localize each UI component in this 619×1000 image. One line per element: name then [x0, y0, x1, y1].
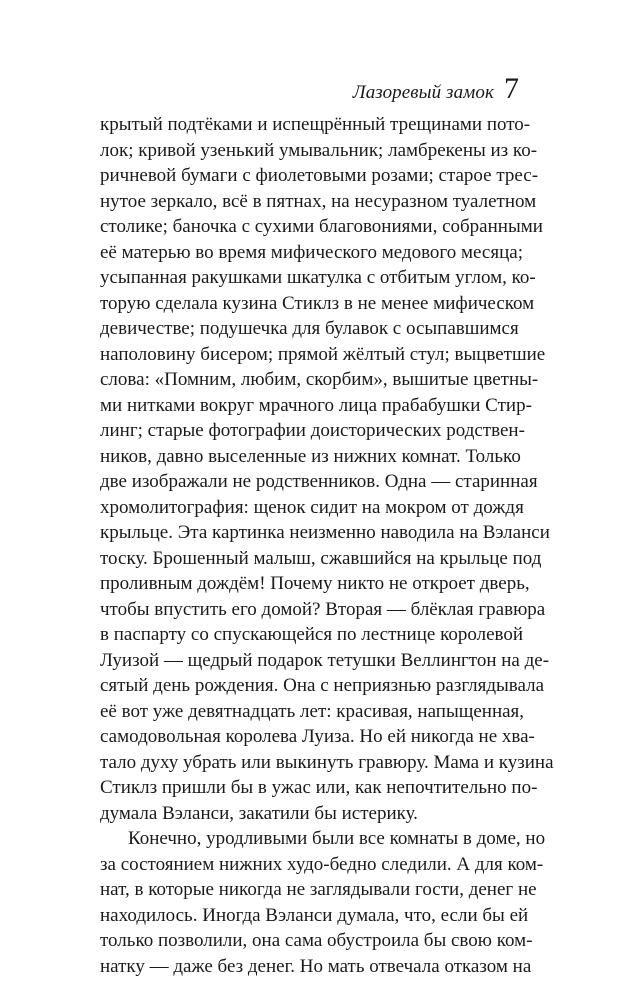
text-line: девичестве; подушечка для булавок с осыпавшимся [100, 318, 519, 339]
text-line: нат, в которые никогда не заглядывали гости, денег не [100, 879, 537, 900]
running-head [353, 74, 519, 104]
body-text [100, 112, 554, 979]
text-line: её вот уже девятнадцать лет: красивая, напыщенная, [100, 700, 525, 722]
text-line: тало духу убрать или выкинуть гравюру. Мама и кузина [100, 751, 554, 773]
text-line: в паспарту со спускающейся по лестнице королевой [100, 624, 524, 645]
text-line: за состоянием нижних худо-бедно следили. А для ком- [100, 853, 544, 875]
text-line: ми нитками вокруг мрачного лица прабабушки Стир- [100, 394, 532, 416]
text-line: тоску. Брошенный малыш, сжавшийся на крыльце под [100, 547, 542, 569]
text-line: лок; кривой узенький умывальник; ламбрекены из ко- [100, 139, 538, 161]
text-line: две изображали не родственников. Одна — старинная [100, 471, 538, 492]
text-line: Луизой — щедрый подарок тетушки Веллингтон на де- [100, 649, 550, 671]
text-line: думала Вэланси, закатили бы истерику. [100, 802, 418, 824]
running-title: Лазоревый замок [352, 82, 494, 103]
text-line: усыпанная ракушками шкатулка с отбитым углом, ко- [100, 267, 536, 288]
text-line: проливным дождём! Почему никто не откроет дверь, [100, 573, 530, 594]
text-line: ричневой бумаги с фиолетовыми розами; старое трес- [100, 165, 539, 186]
text-line: наполовину бисером; прямой жёлтый стул; выцветшие [100, 343, 546, 365]
text-line: торую сделала кузина Стиклз в не менее мифическом [100, 292, 535, 314]
text-line: слова: «Помним, любим, скорбим», вышитые цветны- [100, 369, 539, 390]
text-line: хромолитография: щенок сидит на мокром от дождя [100, 496, 524, 518]
text-line: нутое зеркало, всё в пятнах, на несуразном туалетном [100, 190, 537, 212]
text-line: самодовольная королева Луиза. Но ей никогда не хва- [100, 726, 535, 747]
text-line: её матерью во время мифического медового месяца; [100, 241, 523, 263]
text-line: столике; баночка с сухими благовониями, собранными [100, 216, 543, 237]
text-line: только позволили, она сама обустроила бы свою ком- [100, 930, 533, 951]
text-line: находилось. Иногда Вэланси думала, что, если бы ей [100, 904, 529, 926]
page-number: 7 [504, 72, 519, 105]
text-line: сятый день рождения. Она с неприязнью разглядывала [100, 675, 545, 696]
text-line: натку — даже без денег. Но мать отвечала отказом на [100, 955, 532, 977]
text-line: Стиклз пришли бы в ужас или, как непочтительно по- [100, 777, 538, 798]
text-line: крыльце. Эта картинка неизменно наводила на Вэланси [100, 522, 550, 543]
text-line: Конечно, уродливыми были все комнаты в доме, но [128, 828, 546, 849]
text-line: чтобы впустить его домой? Вторая — блёклая гравюра [100, 598, 546, 620]
text-line: ников, давно выселенные из нижних комнат. Только [100, 445, 521, 467]
text-line: крытый подтёками и испещрённый трещинами пото- [100, 114, 531, 135]
text-line: линг; старые фотографии доисторических родствен- [100, 420, 525, 441]
